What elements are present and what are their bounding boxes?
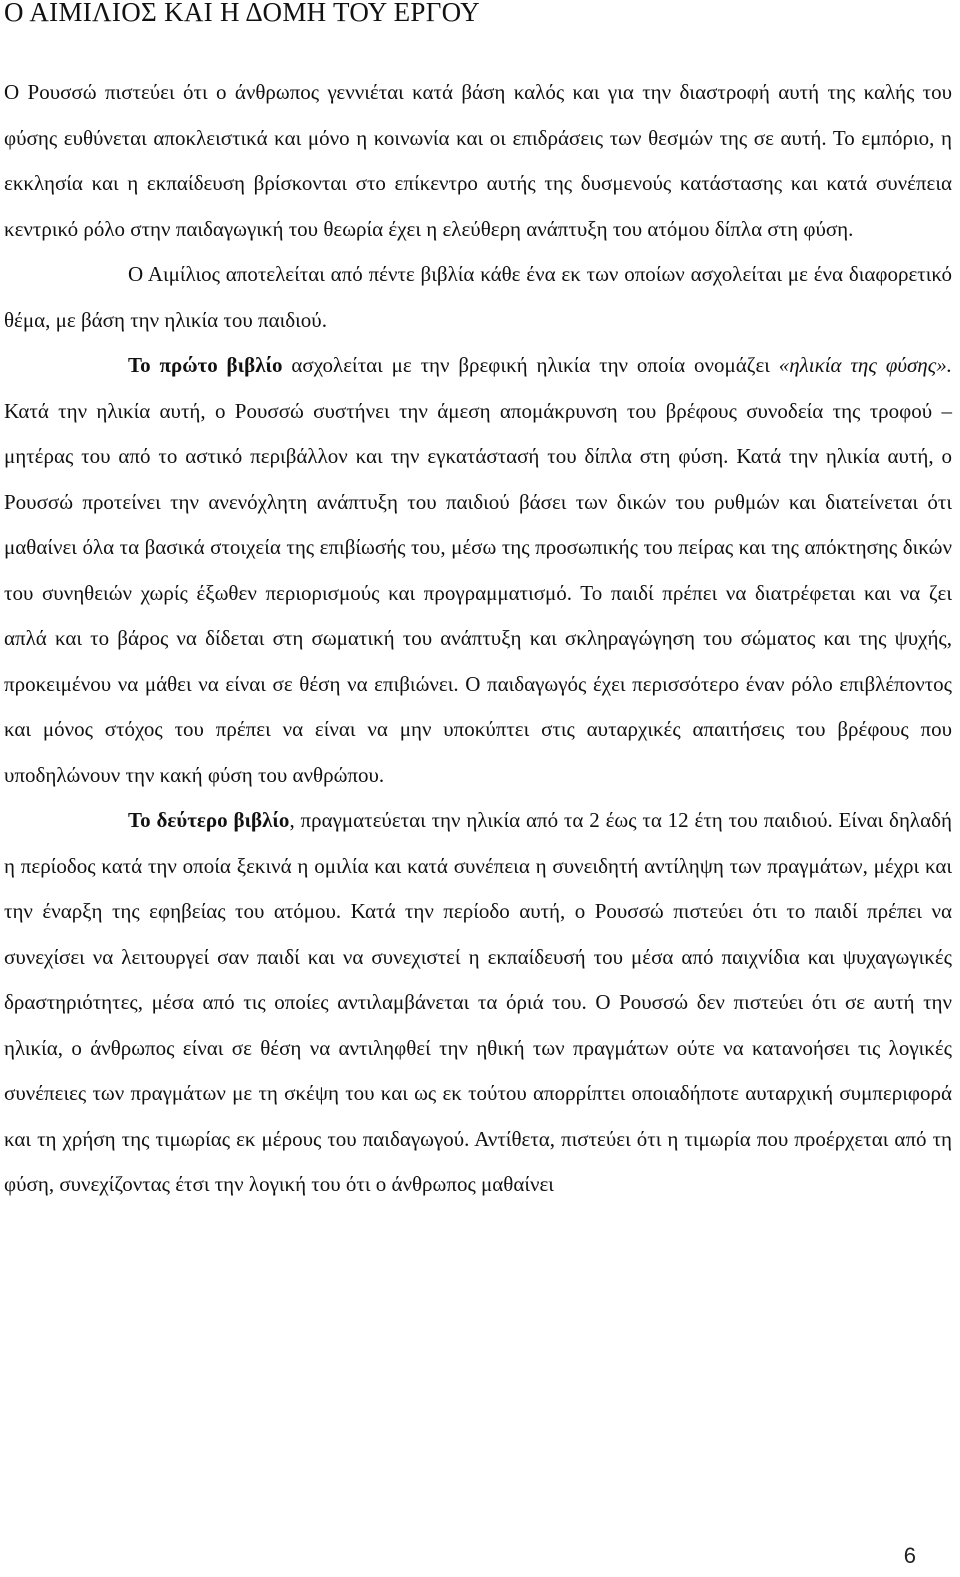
paragraph-text: Κατά την ηλικία αυτή, ο Ρουσσώ συστήνει την άμεση απομάκρυνση του βρέφους συνοδεία της τροφού – μητέρας του από το αστικό περιβάλλον και την εγκατάστασή του δίπλα στη φύση. Κατά την ηλικία αυτή, ο Ρουσσώ προτείνει την ανενόχλητη ανάπτυξη του παιδιού βάσει των δικών του ρυθμών και διατείνεται ότι μαθαίνει όλα τα βασικά στοιχεία της επιβίωσής του, μέσω της προσωπικής του πείρας και της απόκτησης δικών του συνηθειών χωρίς έξωθεν περιορισμούς και προγραμματισμό. Το παιδί πρέπει να διατρέφεται και να ζει απλά και το βάρος να δίδεται στη σωματική του ανάπτυξη και σκληραγώγηση του σώματος και της ψυχής, προκειμένου να μάθει να είναι σε θέση να επιβιώνει. Ο παιδαγωγός έχει περισσότερο έναν ρόλο επιβλέποντος και μόνος στόχος του πρέπει να είναι να μην υποκύπτει στις αυταρχικές απαιτήσεις του βρέφους που υποδηλώνουν την κακή φύση του ανθρώπου. bbox=[4, 398, 952, 787]
paragraph-text: , πραγματεύεται την ηλικία από τα 2 έως τα 12 έτη του παιδιού. Είναι δηλαδή η περίοδος κατά την οποία ξεκινά η ομιλία και κατά συνέπεια η συνειδητή αντίληψη των πραγμάτων, μέχρι και την έναρξη της εφηβείας του ατόμου. Κατά την περίοδο αυτή, ο Ρουσσώ πιστεύει ότι το παιδί πρέπει να συνεχίσει να λειτουργεί σαν παιδί και να συνεχιστεί η εκπαίδευσή του μέσα από παιχνίδια και ψυχαγωγικές δραστηριότητες, μέσα από τις οποίες αντιλαμβάνεται τα όριά του. Ο Ρουσσώ δεν πιστεύει ότι σε αυτή την ηλικία, ο άνθρωπος είναι σε θέση να αντιληφθεί την ηθική των πραγμάτων ούτε να κατανοήσει τις λογικές συνέπειες των πραγμάτων με τη σκέψη του και ως εκ τούτου απορρίπτει οποιαδήποτε αυταρχική συμπεριφορά και τη χρήση της τιμωρίας εκ μέρους του παιδαγωγού. Αντίθετα, πιστεύει ότι η τιμωρία που προέρχεται από τη φύση, συνεχίζοντας έτσι την λογική του ότι ο άνθρωπος μαθαίνει bbox=[4, 808, 952, 1196]
paragraph-intro bbox=[4, 70, 952, 252]
paragraph-text: Ο Αιμίλιος αποτελείται από πέντε βιβλία κάθε ένα εκ των οποίων ασχολείται με ένα διαφορετικό θέμα, με βάση την ηλικία του παιδιού. bbox=[4, 262, 952, 332]
page-number: 6 bbox=[903, 1543, 916, 1568]
italic-phrase: «ηλικία της φύσης». bbox=[778, 353, 952, 377]
paragraph-structure bbox=[4, 252, 952, 343]
page-title: Ο ΑΙΜΙΛΙΟΣ ΚΑΙ Η ΔΟΜΗ ΤΟΥ ΕΡΓΟΥ bbox=[4, 0, 480, 27]
bold-lead-first-book: Το πρώτο βιβλίο bbox=[128, 353, 283, 377]
paragraph-text: Ο Ρουσσώ πιστεύει ότι ο άνθρωπος γεννιέται κατά βάση καλός και για την διαστροφή αυτή της καλής του φύσης ευθύνεται αποκλειστικά και μόνο η κοινωνία και οι επιδράσεις των θεσμών της σε αυτή. Το εμπόριο, η εκκλησία και η εκπαίδευση βρίσκονται στο επίκεντρο αυτής της δυσμενούς κατάστασης και κατά συνέπεια κεντρικό ρόλο στην παιδαγωγική του θεωρία έχει η ελεύθερη ανάπτυξη του ατόμου δίπλα στη φύση. bbox=[4, 80, 952, 241]
paragraph-first-book bbox=[4, 343, 952, 798]
document-body bbox=[4, 70, 952, 1208]
bold-lead-second-book: Το δεύτερο βιβλίο bbox=[128, 808, 290, 832]
paragraph-text: ασχολείται με την βρεφική ηλικία την οποία ονομάζει bbox=[282, 353, 779, 377]
paragraph-second-book bbox=[4, 798, 952, 1208]
